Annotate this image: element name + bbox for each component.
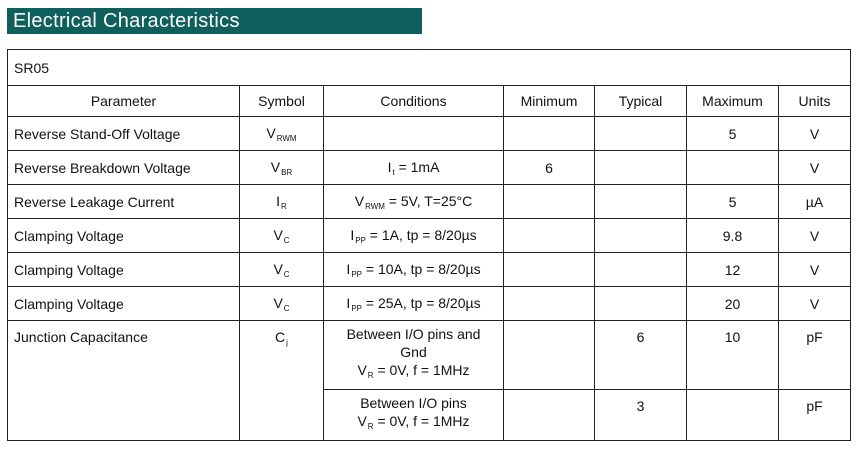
condition-line	[330, 412, 497, 436]
symbol-cell	[240, 321, 324, 441]
symbol-text: V	[273, 294, 283, 311]
min-cell	[504, 253, 595, 287]
unit-cell: pF	[779, 390, 851, 441]
symbol-subscript: C	[283, 235, 290, 245]
condition-subscript: PP	[351, 303, 362, 313]
parameter-cell: Reverse Stand-Off Voltage	[8, 117, 240, 151]
min-cell: 6	[504, 151, 595, 185]
condition-line: Between I/O pins and	[346, 326, 481, 342]
table-row	[8, 151, 851, 185]
condition-text: = 10A, tp = 8/20µs	[361, 260, 481, 277]
parameter-cell: Junction Capacitance	[8, 321, 240, 441]
condition-subscript: t	[392, 167, 395, 177]
parameter-cell: Clamping Voltage	[8, 219, 240, 253]
header-parameter: Parameter	[8, 86, 240, 117]
symbol-text: C	[275, 329, 286, 345]
conditions-cell	[324, 287, 504, 321]
unit-cell: V	[779, 253, 851, 287]
condition-text: = 5V, T=25°C	[384, 192, 473, 209]
max-cell: 5	[687, 185, 779, 219]
unit-cell: V	[779, 151, 851, 185]
max-cell: 12	[687, 253, 779, 287]
unit-cell: V	[779, 117, 851, 151]
symbol-subscript: C	[283, 303, 290, 313]
max-cell: 9.8	[687, 219, 779, 253]
min-cell	[504, 287, 595, 321]
typ-cell	[595, 253, 687, 287]
part-number: SR05	[8, 50, 851, 86]
condition-text: = 1A, tp = 8/20µs	[365, 226, 477, 243]
symbol-text: V	[273, 226, 283, 243]
typ-cell	[595, 287, 687, 321]
min-cell	[504, 321, 595, 390]
symbol-cell	[240, 117, 324, 151]
unit-cell: V	[779, 219, 851, 253]
conditions-cell	[324, 151, 504, 185]
typ-cell: 3	[595, 390, 687, 441]
symbol-text: V	[273, 260, 283, 277]
conditions-cell	[324, 253, 504, 287]
symbol-cell	[240, 219, 324, 253]
parameter-cell: Clamping Voltage	[8, 253, 240, 287]
symbol-cell	[240, 287, 324, 321]
typ-cell	[595, 151, 687, 185]
table-row	[8, 321, 851, 390]
min-cell	[504, 219, 595, 253]
unit-cell: pF	[779, 321, 851, 390]
max-cell	[687, 390, 779, 441]
condition-text: I	[387, 158, 392, 175]
table-row	[8, 117, 851, 151]
condition-line	[330, 361, 497, 385]
condition-text: V	[357, 413, 367, 429]
condition-text: V	[354, 192, 365, 209]
conditions-cell	[324, 390, 504, 441]
symbol-text: V	[266, 124, 276, 141]
condition-subscript: R	[367, 371, 374, 380]
symbol-text: V	[270, 158, 281, 175]
symbol-cell	[240, 185, 324, 219]
typ-cell	[595, 185, 687, 219]
symbol-cell	[240, 151, 324, 185]
symbol-subscript: C	[283, 269, 290, 279]
condition-subscript: RWM	[365, 201, 385, 211]
symbol-subscript: j	[286, 338, 288, 347]
max-cell: 20	[687, 287, 779, 321]
conditions-cell	[324, 219, 504, 253]
condition-text: I	[350, 226, 355, 243]
symbol-subscript: BR	[281, 167, 293, 177]
symbol-subscript: RWM	[276, 133, 297, 143]
table-row	[8, 185, 851, 219]
typ-cell	[595, 219, 687, 253]
conditions-cell	[324, 321, 504, 390]
condition-subscript: PP	[351, 269, 362, 279]
header-minimum: Minimum	[504, 86, 595, 117]
part-row	[8, 50, 851, 86]
header-conditions: Conditions	[324, 86, 504, 117]
parameter-cell: Clamping Voltage	[8, 287, 240, 321]
condition-text: I	[346, 260, 351, 277]
max-cell: 5	[687, 117, 779, 151]
header-typical: Typical	[595, 86, 687, 117]
header-units: Units	[779, 86, 851, 117]
max-cell: 10	[687, 321, 779, 390]
condition-text: = 0V, f = 1MHz	[373, 413, 470, 429]
table-row	[8, 219, 851, 253]
symbol-text: I	[276, 192, 281, 209]
condition-line: Gnd	[400, 344, 427, 360]
min-cell	[504, 117, 595, 151]
parameter-cell: Reverse Leakage Current	[8, 185, 240, 219]
symbol-cell	[240, 253, 324, 287]
header-symbol: Symbol	[240, 86, 324, 117]
condition-text: = 25A, tp = 8/20µs	[361, 294, 481, 311]
table-row	[8, 253, 851, 287]
parameter-cell: Reverse Breakdown Voltage	[8, 151, 240, 185]
condition-text: = 0V, f = 1MHz	[373, 362, 470, 378]
header-row	[8, 86, 851, 117]
min-cell	[504, 185, 595, 219]
conditions-cell	[324, 117, 504, 151]
typ-cell	[595, 117, 687, 151]
condition-text: V	[357, 362, 367, 378]
section-title: Electrical Characteristics	[7, 8, 422, 34]
electrical-characteristics-table	[7, 49, 851, 441]
unit-cell: V	[779, 287, 851, 321]
header-maximum: Maximum	[687, 86, 779, 117]
condition-subscript: R	[367, 422, 374, 431]
conditions-cell	[324, 185, 504, 219]
condition-line: Between I/O pins	[360, 395, 467, 411]
max-cell	[687, 151, 779, 185]
condition-text: = 1mA	[394, 158, 440, 175]
typ-cell: 6	[595, 321, 687, 390]
unit-cell: µA	[779, 185, 851, 219]
condition-subscript: PP	[355, 235, 366, 245]
min-cell	[504, 390, 595, 441]
symbol-subscript: R	[281, 201, 287, 211]
table-row	[8, 287, 851, 321]
condition-text: I	[346, 294, 351, 311]
